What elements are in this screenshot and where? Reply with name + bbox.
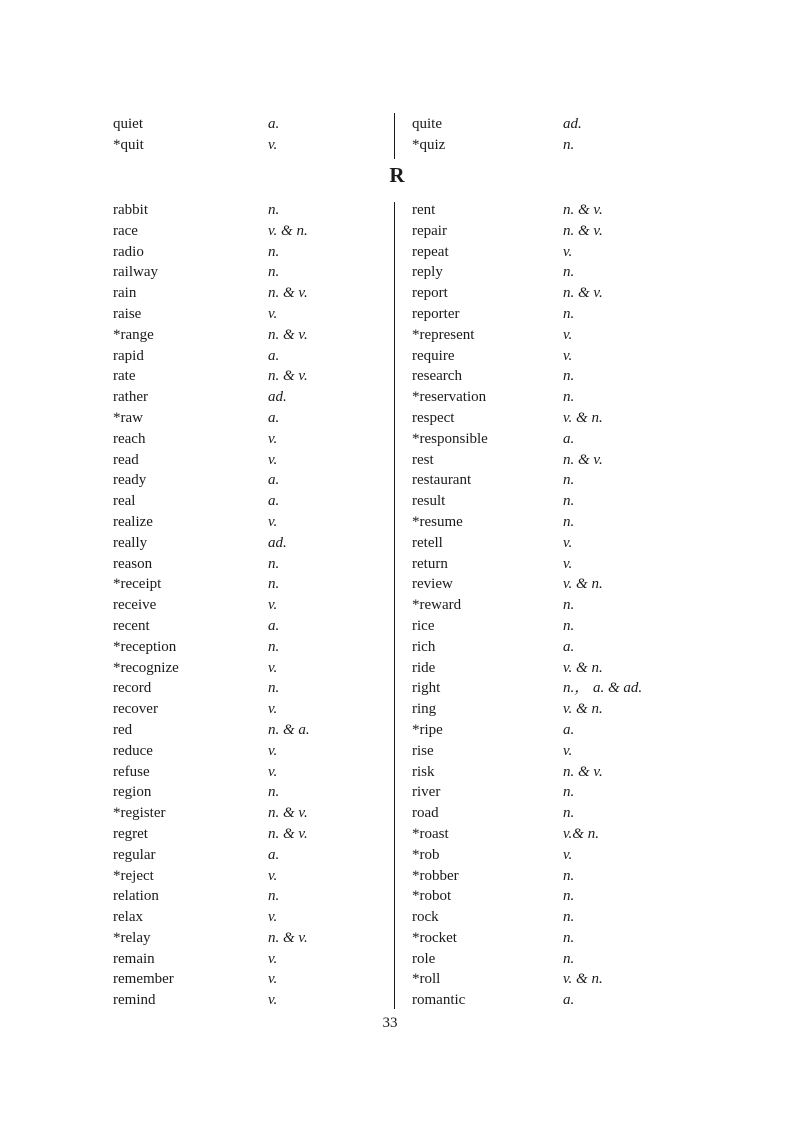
word-text: *roll [412, 971, 441, 988]
word-text: race [113, 222, 138, 239]
word-text: ring [412, 701, 437, 718]
part-of-speech-text: n. [268, 243, 280, 260]
word-entry-row [0, 678, 794, 699]
part-of-speech-text: n. [268, 264, 280, 281]
part-of-speech-text: v. [563, 347, 573, 364]
word-text: rest [412, 451, 434, 468]
part-of-speech-text: v. [268, 451, 278, 468]
word-entry-row [0, 304, 794, 325]
part-of-speech-text: a. [268, 409, 280, 426]
part-of-speech-text: v. [268, 430, 278, 447]
part-of-speech-text: a. [563, 638, 575, 655]
part-of-speech-text: v. & n. [563, 971, 603, 988]
part-of-speech-text: n. [268, 888, 280, 905]
main-section-right-column [0, 200, 794, 1011]
word-text: reduce [113, 742, 153, 759]
word-text: regular [113, 846, 156, 863]
word-text: *receipt [113, 576, 162, 593]
word-text: rich [412, 638, 436, 655]
word-text: realize [113, 513, 153, 530]
word-text: *robber [412, 867, 459, 884]
word-entry-row [0, 387, 794, 408]
part-of-speech-text: n. [563, 909, 575, 926]
part-of-speech-text: a. [268, 493, 280, 510]
word-text: reach [113, 430, 146, 447]
part-of-speech-text: n. [563, 368, 575, 385]
word-text: *quiz [412, 137, 446, 153]
word-text: red [113, 721, 133, 738]
word-text: refuse [113, 763, 150, 780]
part-of-speech-text: v. [268, 867, 278, 884]
word-text: *resume [412, 513, 463, 530]
word-text: remember [113, 971, 174, 988]
part-of-speech-text: v. & n. [268, 222, 308, 239]
word-text: raise [113, 305, 142, 322]
word-entry-row [0, 512, 794, 533]
part-of-speech-text: v. [268, 763, 278, 780]
word-text: recent [113, 617, 150, 634]
word-text: *reservation [412, 389, 487, 406]
word-entry-row [0, 720, 794, 741]
word-entry-row [0, 135, 794, 156]
part-of-speech-text: v. [268, 513, 278, 530]
word-text: recover [113, 701, 158, 718]
part-of-speech-text: v. [563, 555, 573, 572]
part-of-speech-text: n. [563, 617, 575, 634]
part-of-speech-text: n. [563, 929, 575, 946]
word-entry-row [0, 242, 794, 263]
word-text: real [113, 493, 136, 510]
part-of-speech-text: v. [268, 909, 278, 926]
word-text: region [113, 784, 152, 801]
word-text: rice [412, 617, 435, 634]
part-of-speech-text: n. [563, 805, 575, 822]
part-of-speech-text: n. [563, 305, 575, 322]
part-of-speech-text: a. [268, 846, 280, 863]
word-text: *reward [412, 597, 462, 614]
word-text: river [412, 784, 441, 801]
main-column-divider [394, 202, 395, 1009]
word-text: remind [113, 992, 156, 1009]
part-of-speech-text: a. [268, 472, 280, 489]
part-of-speech-text: n. & v. [268, 368, 308, 385]
part-of-speech-text: a. [268, 347, 280, 364]
part-of-speech-text: n. [268, 638, 280, 655]
word-entry-row [0, 803, 794, 824]
part-of-speech-text: n. [563, 867, 575, 884]
part-of-speech-text: n. & a. [268, 721, 310, 738]
part-of-speech-text: n. [563, 264, 575, 281]
part-of-speech-text: v. [268, 659, 278, 676]
part-of-speech-text: v. [563, 534, 573, 551]
word-text: reason [113, 555, 153, 572]
part-of-speech-text: n. [563, 513, 575, 530]
word-text: rain [113, 285, 137, 302]
word-text: remain [113, 950, 155, 967]
word-entry-row [0, 949, 794, 970]
word-text: reply [412, 264, 443, 281]
part-of-speech-text: n. [268, 680, 280, 697]
part-of-speech-text: n. & v. [268, 326, 308, 343]
part-of-speech-text: n. [563, 888, 575, 905]
word-text: rapid [113, 347, 144, 364]
part-of-speech-text: v. [268, 971, 278, 988]
word-entry-row [0, 346, 794, 367]
word-text: relax [113, 909, 143, 926]
word-text: really [113, 534, 148, 551]
part-of-speech-text: n. & v. [563, 285, 603, 302]
word-text: quite [412, 116, 442, 132]
word-text: restaurant [412, 472, 472, 489]
word-text: *rocket [412, 929, 457, 946]
word-entry-row [0, 824, 794, 845]
word-text: read [113, 451, 139, 468]
word-entry-row [0, 450, 794, 471]
top-column-divider [394, 113, 395, 159]
word-text: *reject [113, 867, 154, 884]
word-text: *raw [113, 409, 143, 426]
word-entry-row [0, 699, 794, 720]
part-of-speech-text: n. [563, 597, 575, 614]
section-letter-heading: R [389, 163, 405, 187]
word-entry-row [0, 429, 794, 450]
word-text: risk [412, 763, 435, 780]
word-text: rate [113, 368, 136, 385]
word-entry-row [0, 845, 794, 866]
word-entry-row [0, 470, 794, 491]
word-entry-row [0, 574, 794, 595]
word-entry-row [0, 637, 794, 658]
part-of-speech-text: n. [268, 784, 280, 801]
part-of-speech-text: v. & n. [563, 576, 603, 593]
word-text: ready [113, 472, 147, 489]
part-of-speech-text: v. [268, 137, 278, 153]
word-entry-row [0, 262, 794, 283]
word-text: require [412, 347, 455, 364]
part-of-speech-text: n. [268, 202, 280, 218]
part-of-speech-text: a. [563, 992, 575, 1009]
part-of-speech-text: v. [268, 701, 278, 718]
word-text: receive [113, 597, 157, 614]
word-entry-row [0, 866, 794, 887]
part-of-speech-text: a. [268, 116, 280, 132]
word-text: *responsible [412, 430, 488, 447]
word-entry-row [0, 762, 794, 783]
word-entry-row [0, 533, 794, 554]
part-of-speech-text: v. [563, 326, 573, 343]
word-text: rent [412, 202, 436, 218]
word-entry-row [0, 325, 794, 346]
word-text: return [412, 555, 448, 572]
word-text: radio [113, 243, 144, 260]
part-of-speech-text: v. [268, 742, 278, 759]
word-text: retell [412, 534, 443, 551]
word-text: regret [113, 825, 148, 842]
word-entry-row [0, 616, 794, 637]
word-text: rabbit [113, 202, 148, 218]
part-of-speech-text: n. & v. [268, 285, 308, 302]
part-of-speech-text: ad. [268, 534, 287, 551]
part-of-speech-text: v. [268, 992, 278, 1009]
word-entry-row [0, 200, 794, 221]
word-entry-row [0, 114, 794, 135]
word-entry-row [0, 595, 794, 616]
word-text: role [412, 950, 436, 967]
page-number: 33 [382, 1015, 398, 1031]
part-of-speech-text: n. & v. [563, 763, 603, 780]
part-of-speech-text: v.& n. [563, 825, 599, 842]
word-text: *quit [113, 137, 144, 153]
word-text: repair [412, 222, 447, 239]
word-entry-row [0, 221, 794, 242]
part-of-speech-text: n. [563, 784, 575, 801]
part-of-speech-text: n. [268, 555, 280, 572]
word-entry-row [0, 990, 794, 1011]
word-text: relation [113, 888, 159, 905]
part-of-speech-text: v. [563, 243, 573, 260]
part-of-speech-text: n. & v. [563, 451, 603, 468]
word-text: result [412, 493, 446, 510]
word-entry-row [0, 969, 794, 990]
part-of-speech-text: v. & n. [563, 701, 603, 718]
word-text: *relay [113, 929, 151, 946]
word-text: quiet [113, 116, 143, 132]
word-text: review [412, 576, 453, 593]
word-entry-row [0, 782, 794, 803]
word-entry-row [0, 408, 794, 429]
top-section-right-column [0, 114, 794, 156]
word-text: railway [113, 264, 158, 281]
word-text: *register [113, 805, 166, 822]
word-text: *robot [412, 888, 452, 905]
word-text: *reception [113, 638, 177, 655]
word-text: respect [412, 409, 455, 426]
word-text: rock [412, 909, 439, 926]
part-of-speech-text: ad. [268, 389, 287, 406]
word-text: *range [113, 326, 154, 343]
part-of-speech-text: v. & n. [563, 409, 603, 426]
word-entry-row [0, 886, 794, 907]
part-of-speech-text: n. [563, 389, 575, 406]
part-of-speech-text: n. & v. [268, 805, 308, 822]
word-text: romantic [412, 992, 466, 1009]
word-text: ride [412, 659, 436, 676]
word-text: reporter [412, 305, 460, 322]
word-text: *ripe [412, 721, 443, 738]
word-entry-row [0, 928, 794, 949]
word-text: rather [113, 389, 148, 406]
part-of-speech-text: n. & v. [268, 825, 308, 842]
part-of-speech-text: n. [563, 472, 575, 489]
word-entry-row [0, 907, 794, 928]
part-of-speech-text: n. [563, 950, 575, 967]
word-entry-row [0, 554, 794, 575]
part-of-speech-text: n. [563, 137, 575, 153]
word-entry-row [0, 491, 794, 512]
part-of-speech-text: v. [268, 305, 278, 322]
word-text: *roast [412, 825, 449, 842]
word-text: research [412, 368, 462, 385]
word-text: right [412, 680, 441, 697]
part-of-speech-text: v. [268, 597, 278, 614]
part-of-speech-text: ad. [563, 116, 582, 132]
word-text: *represent [412, 326, 475, 343]
word-text: rise [412, 742, 434, 759]
word-entry-row [0, 658, 794, 679]
part-of-speech-text: a. [268, 617, 280, 634]
word-text: record [113, 680, 152, 697]
word-text: repeat [412, 243, 449, 260]
part-of-speech-text: a. [563, 430, 575, 447]
part-of-speech-text: v. [563, 846, 573, 863]
word-text: report [412, 285, 448, 302]
word-entry-row [0, 366, 794, 387]
part-of-speech-text: n. [563, 493, 575, 510]
part-of-speech-text: n. [268, 576, 280, 593]
part-of-speech-text: a. [563, 721, 575, 738]
word-text: *recognize [113, 659, 179, 676]
part-of-speech-text: v. & n. [563, 659, 603, 676]
word-entry-row [0, 283, 794, 304]
word-entry-row [0, 741, 794, 762]
part-of-speech-text: n.， a. & ad. [563, 680, 643, 697]
part-of-speech-text: n. & v. [563, 222, 603, 239]
part-of-speech-text: v. [268, 950, 278, 967]
part-of-speech-text: n. & v. [563, 202, 603, 218]
part-of-speech-text: v. [563, 742, 573, 759]
word-text: *rob [412, 846, 440, 863]
part-of-speech-text: n. & v. [268, 929, 308, 946]
word-text: road [412, 805, 439, 822]
